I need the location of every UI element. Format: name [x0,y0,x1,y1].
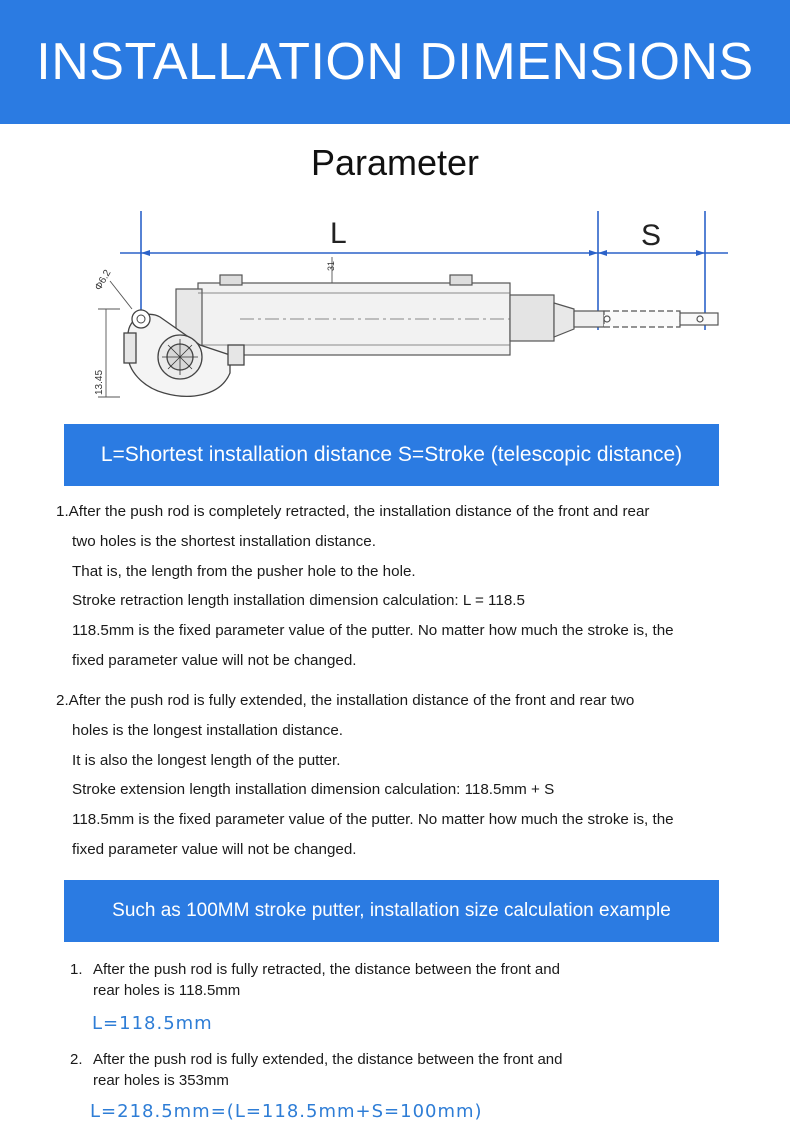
point-1-line: two holes is the shortest installation distance. [72,532,376,550]
example-1-formula: L=118.5mm [92,1013,213,1034]
point-2-line: 118.5mm is the fixed parameter value of the putter. No matter how much the stroke is, the [72,811,674,829]
example-1-number: 1. [70,961,83,978]
point-2-line: holes is the longest installation distance. [72,721,344,739]
example-2-line: After the push rod is fully extended, the distance between the front and [93,1051,563,1068]
example-2-line: rear holes is 353mm [93,1072,229,1089]
point-2 [56,686,766,865]
dim-hole-label: Φ6.2 [93,268,114,293]
example-2-formula: L=218.5mm=(L=118.5mm+S=100mm) [90,1101,483,1122]
dim-31-label: 31 [326,260,336,271]
point-1 [56,497,766,676]
point-1-line: Stroke retraction length installation dimension calculation: L = 118.5 [72,592,525,610]
header-banner [0,0,790,124]
section-title: Parameter [310,142,480,183]
example-2-number: 2. [70,1051,83,1068]
example-1-line: After the push rod is fully retracted, the distance between the front and [93,961,560,978]
label-s: S [641,219,662,252]
point-2-line: Stroke extension length installation dimension calculation: 118.5mm + S [72,781,555,799]
point-2-line: 2.After the push rod is fully extended, the installation distance of the front and rear two [56,692,635,709]
example-1-line: rear holes is 118.5mm [93,982,241,999]
push-rod-extended [604,311,680,327]
definition-banner: L=Shortest installation distance S=Stroke (telescopic distance) [64,424,719,486]
example-1 [70,959,560,1001]
actuator-diagram [80,205,740,415]
point-2-line: fixed parameter value will not be changed. [72,840,357,858]
push-rod-retracted [574,311,604,327]
dim-1345-label: 13.45 [94,369,105,395]
point-1-line: 118.5mm is the fixed parameter value of the putter. No matter how much the stroke is, the [72,622,674,640]
page-title: INSTALLATION DIMENSIONS [36,33,754,91]
point-1-line: 1.After the push rod is completely retracted, the installation distance of the front and rear [56,503,650,520]
example-2 [70,1049,562,1091]
point-2-line: It is also the longest length of the putter. [72,751,341,769]
point-1-line: That is, the length from the pusher hole to the hole. [72,562,416,580]
example-banner: Such as 100MM stroke putter, installation size calculation example [64,880,719,942]
label-l: L [330,217,347,250]
point-1-line: fixed parameter value will not be changed. [72,651,357,669]
